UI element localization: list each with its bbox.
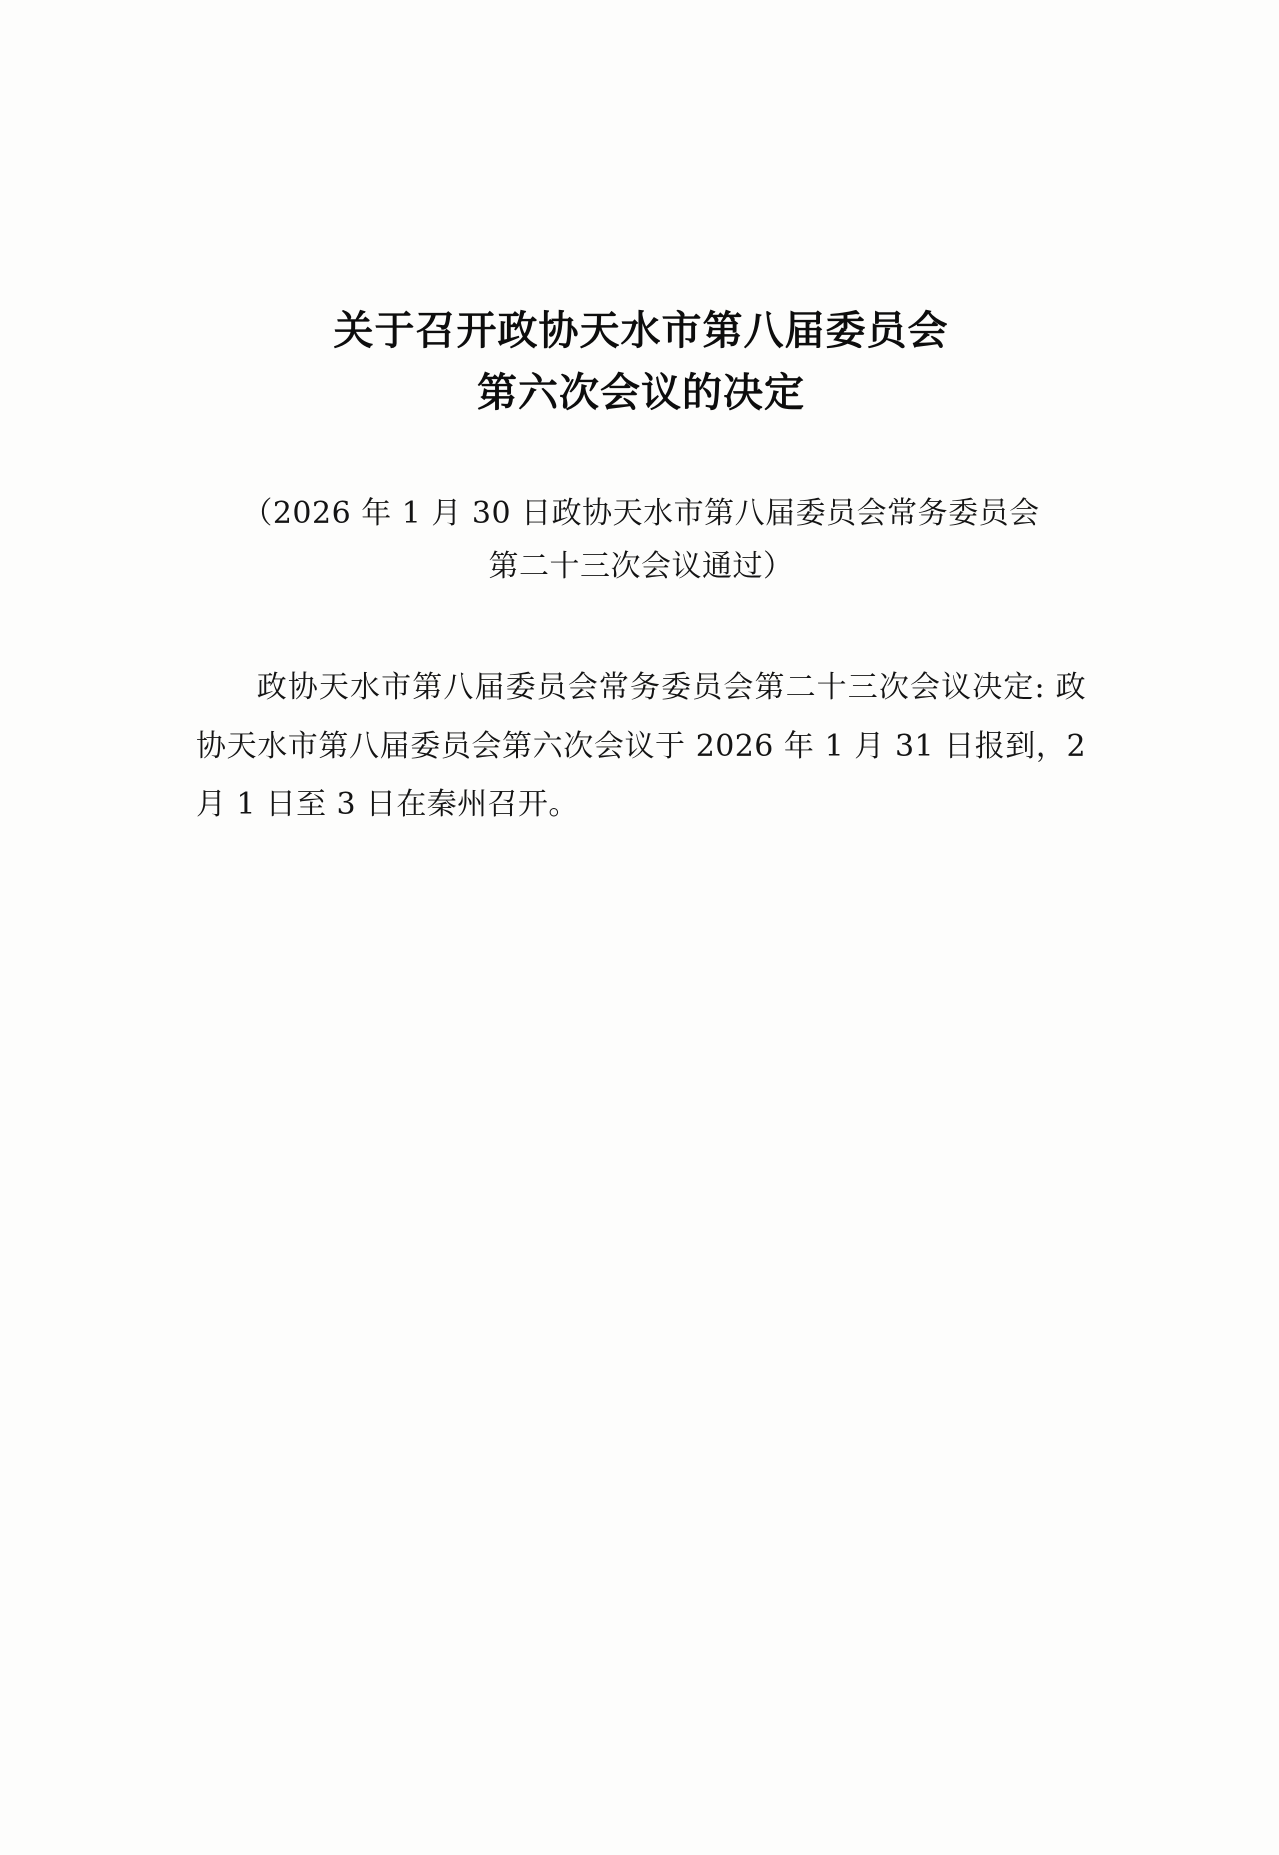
document-subtitle — [196, 424, 1086, 593]
document-title-line-1: 关于召开政协天水市第八届委员会 — [333, 307, 949, 354]
document-body — [196, 0, 1086, 835]
document-subtitle-line-2: 第二十三次会议通过） — [488, 548, 794, 584]
paragraph-text: 政协天水市第八届委员会常务委员会第二十三次会议决定: 政协天水市第八届委员会第六次会议于 2026 年 1 月 31 日报到，2 月 1 日至 3 日在秦州召开。 — [196, 670, 1086, 822]
document-subtitle-line-1: （2026 年 1 月 30 日政协天水市第八届委员会常务委员会 — [242, 496, 1040, 531]
document-title — [196, 0, 1086, 424]
document-title-line-2: 第六次会议的决定 — [477, 369, 805, 416]
document-paragraph — [196, 593, 1086, 835]
